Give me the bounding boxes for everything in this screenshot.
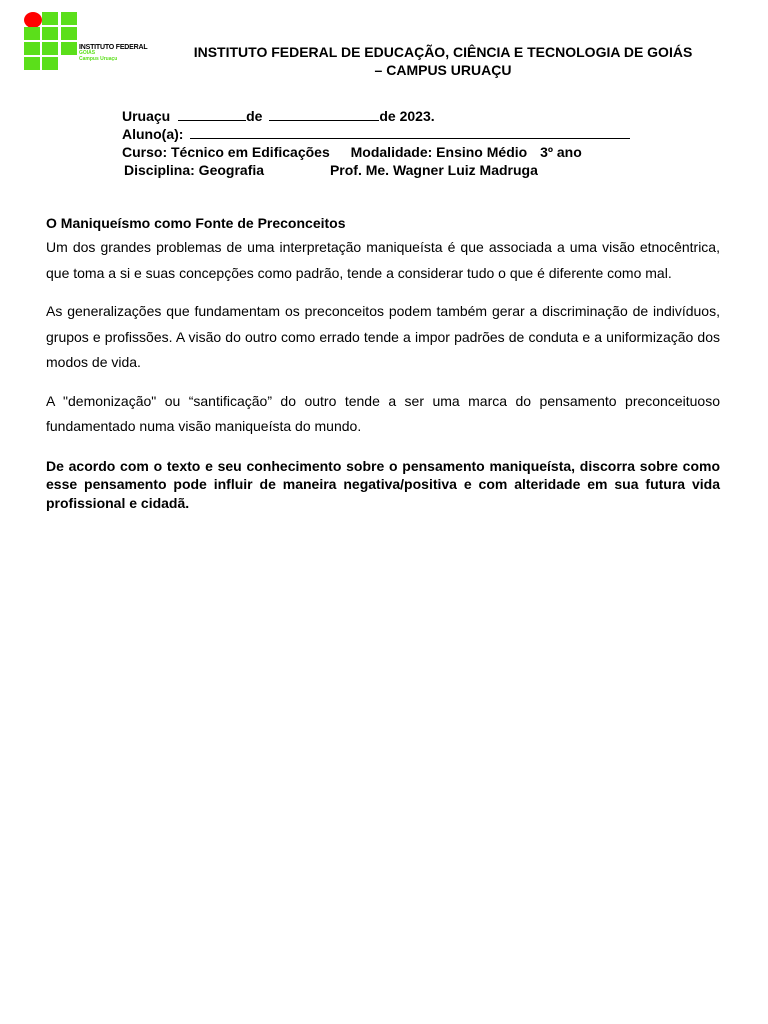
student-name-blank — [190, 125, 630, 139]
subject-label: Disciplina: Geografia — [124, 162, 265, 178]
institution-title — [160, 43, 726, 79]
month-blank — [269, 107, 379, 121]
logo-square — [61, 42, 77, 55]
student-row — [122, 125, 630, 143]
grade-label: 3º ano — [540, 144, 582, 160]
logo-square — [61, 27, 77, 40]
city-label: Uruaçu — [122, 108, 171, 124]
section-title: O Maniqueísmo como Fonte de Preconceitos — [46, 215, 346, 231]
document-body — [46, 213, 720, 512]
year-label: de 2023. — [379, 108, 435, 124]
institution-title-line2: – CAMPUS URUAÇU — [374, 62, 512, 78]
logo-square — [42, 57, 58, 70]
logo-square — [24, 27, 40, 40]
logo-text — [79, 44, 147, 62]
course-row — [122, 143, 630, 161]
subject-row — [122, 161, 630, 179]
student-label: Aluno(a): — [122, 126, 184, 142]
day-blank — [178, 107, 246, 121]
logo-text-line1: INSTITUTO FEDERAL — [79, 44, 148, 51]
date-row — [122, 107, 630, 125]
logo-square — [61, 12, 77, 25]
logo-square — [24, 57, 40, 70]
teacher-label: Prof. Me. Wagner Luiz Madruga — [329, 162, 538, 178]
institution-title-line1: INSTITUTO FEDERAL DE EDUCAÇÃO, CIÊNCIA E TECNOLOGIA DE GOIÁS — [193, 44, 693, 60]
logo-text-line3: Campus Uruaçu — [79, 56, 118, 62]
question-prompt: De acordo com o texto e seu conhecimento sobre o pensamento maniqueísta, discorra sobre como esse pensamento pode influir de maneira negativa/positiva e com alteridade em sua futura vida profissional e cidadã. — [46, 457, 720, 511]
paragraph: A "demonização" ou “santificação” do outro tende a ser uma marca do pensamento preconceituoso fundamentado numa visão maniqueísta do mundo. — [46, 392, 720, 434]
institute-logo — [24, 12, 156, 72]
paragraph: As generalizações que fundamentam os preconceitos podem também gerar a discriminação de indivíduos, grupos e profissões. A visão do outro como errado tende a impor padrões de conduta e a uniformização dos modos de vida. — [46, 303, 720, 370]
logo-square — [42, 42, 58, 55]
logo-square — [24, 42, 40, 55]
date-de-label: de — [246, 108, 263, 124]
header-fields — [122, 107, 630, 179]
modality-label: Modalidade: Ensino Médio — [350, 144, 528, 160]
logo-red-dot — [24, 12, 42, 28]
course-label: Curso: Técnico em Edificações — [122, 144, 330, 160]
logo-square — [42, 12, 58, 25]
logo-text-line2: GOIÁS — [79, 50, 96, 56]
logo-square — [42, 27, 58, 40]
paragraph: Um dos grandes problemas de uma interpretação maniqueísta é que associada a uma visão etnocêntrica, que toma a si e suas concepções como padrão, tende a considerar tudo o que é diferente como mal. — [46, 239, 720, 281]
